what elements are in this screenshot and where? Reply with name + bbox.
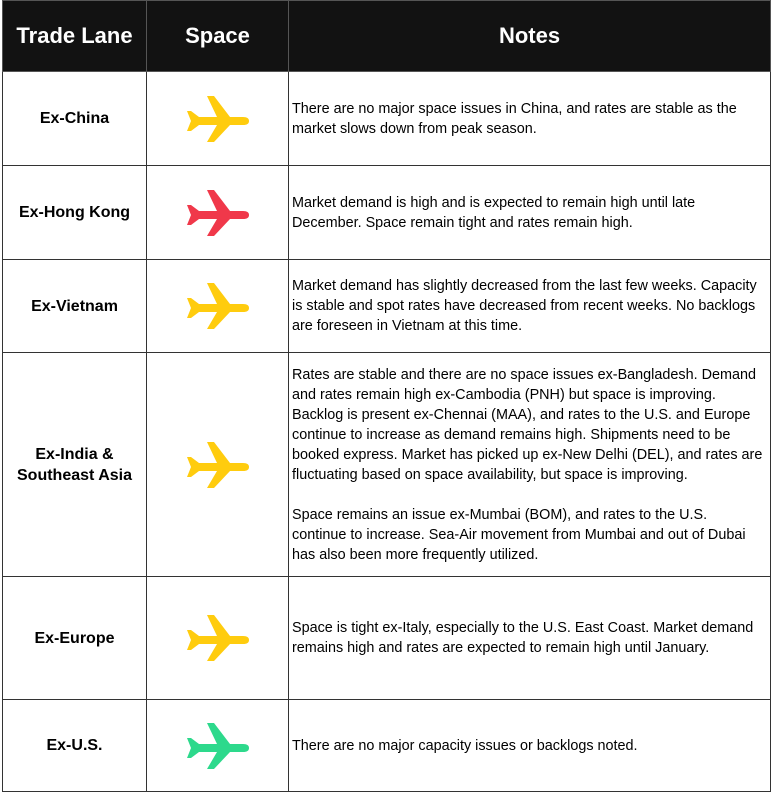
space-status-cell <box>147 72 289 166</box>
space-status-cell <box>147 260 289 353</box>
note-paragraph: There are no major space issues in China, and rates are stable as the market slows down from peak season. <box>292 100 737 137</box>
trade-lane-label: Ex-Europe <box>34 629 115 647</box>
trade-lane-label: Ex-India & Southeast Asia <box>17 445 132 484</box>
trade-lane-label: Ex-China <box>39 110 110 127</box>
trade-lane-cell <box>3 260 147 353</box>
trade-lane-cell <box>3 353 147 577</box>
airplane-icon <box>183 613 253 663</box>
airplane-icon <box>183 721 253 771</box>
header-notes: Notes <box>289 1 771 72</box>
table-row <box>3 260 771 353</box>
table-row <box>3 166 771 260</box>
table-row <box>3 72 771 166</box>
table-row <box>3 700 771 792</box>
trade-lane-table <box>2 0 771 792</box>
notes-cell <box>289 166 771 260</box>
space-status-cell <box>147 577 289 700</box>
trade-lane-label: Ex-Vietnam <box>31 297 118 315</box>
airplane-icon <box>183 94 253 144</box>
airplane-icon <box>183 440 253 490</box>
notes-cell <box>289 577 771 700</box>
notes-cell <box>289 700 771 792</box>
table-row <box>3 353 771 577</box>
header-row <box>3 1 771 72</box>
trade-lane-cell <box>3 577 147 700</box>
airplane-icon <box>183 188 253 238</box>
note-paragraph: Space is tight ex-Italy, especially to the U.S. East Coast. Market demand remains high and rates are expected to remain high until January. <box>292 620 754 656</box>
notes-cell <box>289 353 771 577</box>
space-status-cell <box>147 700 289 792</box>
trade-lane-cell <box>3 700 147 792</box>
space-status-cell <box>147 353 289 577</box>
note-paragraph: There are no major capacity issues or backlogs noted. <box>292 737 638 754</box>
note-paragraph: Market demand has slightly decreased from the last few weeks. Capacity is stable and spot rates have decreased from recent weeks. No backlogs are foreseen in Vietnam at this time. <box>292 278 757 334</box>
header-trade-lane: Trade Lane <box>3 1 147 72</box>
airplane-icon <box>183 281 253 331</box>
note-paragraph: Market demand is high and is expected to remain high until late December. Space remain tight and rates remain high. <box>292 194 696 231</box>
note-paragraph: Space remains an issue ex-Mumbai (BOM), and rates to the U.S. continue to increase. Sea-Air movement from Mumbai and out of Dubai has also been more frequently utilized. <box>292 506 746 563</box>
trade-lane-label: Ex-Hong Kong <box>18 204 131 221</box>
note-paragraph: Rates are stable and there are no space issues ex-Bangladesh. Demand and rates remain high ex-Cambodia (PNH) but space is improving. Backlog is present ex-Chennai (MAA), and rates to the U.S. and Europe continue to increase as demand remains high. Shipments need to be booked express. Market has picked up ex-New Delhi (DEL), and rates are fluctuating based on space availability, but space is improving. <box>292 366 763 483</box>
space-status-cell <box>147 166 289 260</box>
trade-lane-cell <box>3 166 147 260</box>
trade-lane-label: Ex-U.S. <box>46 737 103 754</box>
notes-cell <box>289 72 771 166</box>
table-row <box>3 577 771 700</box>
header-space: Space <box>147 1 289 72</box>
trade-lane-cell <box>3 72 147 166</box>
notes-cell <box>289 260 771 353</box>
